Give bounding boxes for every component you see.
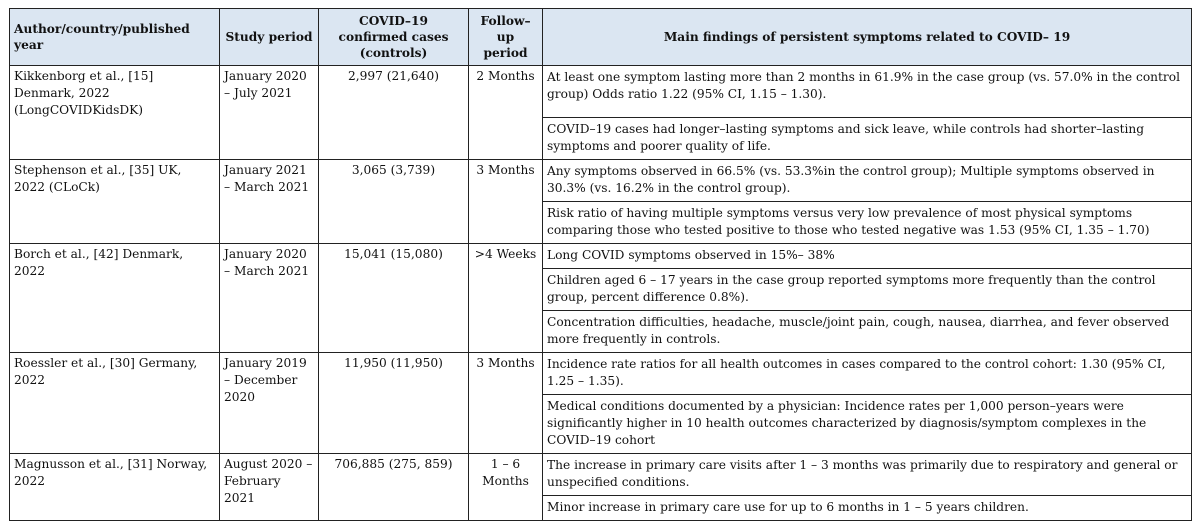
finding-cell: Medical conditions documented by a physician: Incidence rates per 1,000 person–years were significantly higher in 10 health outcomes characterized by diagnosis/symptom complexes in the COVID–19 cohort: [543, 395, 1192, 454]
table-row: [10, 160, 1192, 202]
table-container: [9, 8, 1192, 521]
followup-cell: 3 Months: [469, 353, 543, 454]
column-header-findings: Main findings of persistent symptoms related to COVID– 19: [543, 9, 1192, 66]
cases-cell: 2,997 (21,640): [319, 66, 469, 160]
finding-cell: COVID–19 cases had longer–lasting symptoms and sick leave, while controls had shorter–lasting symptoms and poorer quality of life.: [543, 118, 1192, 160]
followup-cell: 3 Months: [469, 160, 543, 244]
period-cell: January 2021 – March 2021: [220, 160, 319, 244]
column-header-author: Author/country/published year: [10, 9, 220, 66]
followup-cell: 1 – 6 Months: [469, 454, 543, 521]
author-cell: Magnusson et al., [31] Norway, 2022: [10, 454, 220, 521]
author-cell: Stephenson et al., [35] UK, 2022 (CLoCk): [10, 160, 220, 244]
finding-cell: At least one symptom lasting more than 2 months in 61.9% in the case group (vs. 57.0% in the control group) Odds ratio 1.22 (95% CI, 1.15 – 1.30).: [543, 66, 1192, 118]
finding-cell: The increase in primary care visits after 1 – 3 months was primarily due to respiratory and general or unspecified conditions.: [543, 454, 1192, 496]
author-cell: Roessler et al., [30] Germany, 2022: [10, 353, 220, 454]
followup-cell: 2 Months: [469, 66, 543, 160]
cases-cell: 11,950 (11,950): [319, 353, 469, 454]
period-cell: January 2019 – December 2020: [220, 353, 319, 454]
finding-cell: Risk ratio of having multiple symptoms versus very low prevalence of most physical symptoms comparing those who tested positive to those who tested negative was 1.53 (95% CI, 1.35 – 1.70): [543, 202, 1192, 244]
finding-cell: Long COVID symptoms observed in 15%– 38%: [543, 244, 1192, 269]
finding-cell: Any symptoms observed in 66.5% (vs. 53.3%in the control group); Multiple symptoms observed in 30.3% (vs. 16.2% in the control group).: [543, 160, 1192, 202]
cases-cell: 706,885 (275, 859): [319, 454, 469, 521]
table-row: [10, 353, 1192, 395]
period-cell: January 2020 – July 2021: [220, 66, 319, 160]
finding-cell: Incidence rate ratios for all health outcomes in cases compared to the control cohort: 1.30 (95% CI, 1.25 – 1.35).: [543, 353, 1192, 395]
column-header-cases: COVID–19 confirmed cases (controls): [319, 9, 469, 66]
finding-cell: Minor increase in primary care use for up to 6 months in 1 – 5 years children.: [543, 496, 1192, 521]
table-header-row: [10, 9, 1192, 66]
finding-cell: Children aged 6 – 17 years in the case group reported symptoms more frequently than the control group, percent difference 0.8%).: [543, 269, 1192, 311]
followup-cell: >4 Weeks: [469, 244, 543, 353]
period-cell: January 2020 – March 2021: [220, 244, 319, 353]
table-row: [10, 244, 1192, 269]
finding-cell: Concentration difficulties, headache, muscle/joint pain, cough, nausea, diarrhea, and fever observed more frequently in controls.: [543, 311, 1192, 353]
table-row: [10, 454, 1192, 496]
cases-cell: 15,041 (15,080): [319, 244, 469, 353]
author-cell: Borch et al., [42] Denmark, 2022: [10, 244, 220, 353]
author-cell: Kikkenborg et al., [15] Denmark, 2022 (LongCOVIDKidsDK): [10, 66, 220, 160]
long-covid-studies-table: [9, 8, 1192, 521]
column-header-period: Study period: [220, 9, 319, 66]
column-header-followup: Follow–up period: [469, 9, 543, 66]
cases-cell: 3,065 (3,739): [319, 160, 469, 244]
period-cell: August 2020 – February 2021: [220, 454, 319, 521]
table-row: [10, 66, 1192, 118]
